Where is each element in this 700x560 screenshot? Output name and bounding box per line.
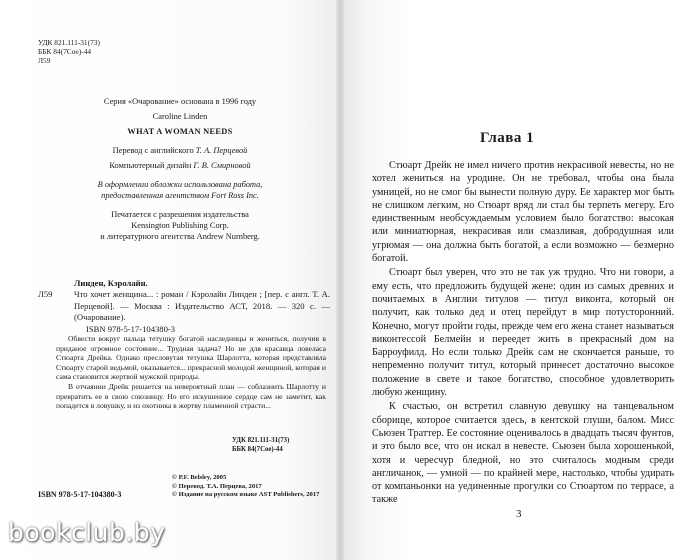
annotation — [56, 334, 326, 411]
udc-line: УДК 821.111-31(73) — [38, 38, 100, 47]
chapter-title: Глава 1 — [480, 130, 535, 146]
copyright-block — [172, 474, 319, 500]
biblio-description: Что хочет женщина... : роман / Кэролайн Линден ; [пер. с англ. Т. А. Перцевой]. — Москва : Издательство АСТ, 2018. — 320 с. — (Очарование). — [74, 289, 330, 323]
body-paragraph-2: Стюарт был уверен, что это не так уж трудно. Что ни говори, а ему есть, что предложить будущей жене: один из самых древних и почитаемых в Англии титулов — титул виконта, который он получит, как только дед и отец перейдут в мир потусторонний. Конечно, могут пройти годы, прежде чем его жена станет называться виконтессой Белмейн и переедет жить в прекрасный дом на Барроуфилд. Но если только Дрейк сам не скончается раньше, то непременно получит титул, который принесет достаточно высокое положение в свете и такое богатство, способное удовлетворить любую женщину. — [372, 267, 674, 399]
udc-block — [38, 38, 100, 65]
copyright-line-1: © P.F. Belsley, 2005 — [172, 474, 227, 481]
udc-line-bottom: УДК 821.111-31(73) — [232, 437, 290, 444]
cover-credit-line-2: предоставленная агентством Fort Ross Inc. — [101, 191, 259, 200]
body-paragraph-3: К счастью, он встретил славную девушку на танцевальном сборище, которое считается здесь, в кентской глуши, балом. Мисс Сьюзен Траттер. Ее состояние оценивалось в двадцать тысяч фунтов, и это было все, что он искал в невесте. Сьюзен была хорошенькой, хотя и чересчур бледной, но это считалось модным среди англичанок, — умной — по крайней мере, настолько, чтобы удирать от компаньонки на уединенные прогулки со Стюартом по террасе, а также — [372, 401, 674, 506]
author-code-line: Л59 — [38, 56, 51, 65]
cover-credit — [40, 179, 320, 201]
permission-block — [40, 209, 320, 242]
udc-block-bottom — [232, 437, 289, 454]
bbk-line: ББК 84(7Сое)-44 — [38, 47, 92, 56]
book-gutter — [336, 0, 344, 560]
chapter-body — [372, 159, 674, 507]
biblio-isbn: ISBN 978-5-17-104380-3 — [86, 323, 176, 334]
permission-line-2: Kensington Publishing Corp. — [131, 221, 229, 230]
biblio-author: Линден, Кэролайн. — [74, 278, 148, 288]
body-paragraph-1: Стюарт Дрейк не имел ничего против некрасивой невесты, но не хотел жениться на уродине. Он не требовал, чтобы она была умницей, но не смог бы вынести полную дуру. Ее характер мог быть не слишком легким, но Стюарт вряд ли стал бы терпеть мегеру. Его единственным необсуждаемым условием было богатство: высокая или миниатюрная, некрасивая или смазливая, добродушная или угрюмая — она должна быть богатой, а если возможно — безмерно богатой. — [372, 160, 674, 265]
series-line: Серия «Очарование» основана в 1996 году — [103, 97, 257, 106]
permission-line-3: и литературного агентства Andrew Nurnberg. — [100, 232, 260, 241]
translation-prefix: Перевод с английского — [112, 146, 194, 155]
title-en: WHAT A WOMAN NEEDS — [127, 127, 233, 136]
isbn-bottom: ISBN 978-5-17-104380-3 — [38, 490, 122, 499]
bbk-line-bottom: ББК 84(7Сое)-44 — [232, 445, 283, 453]
site-watermark: bookclub.by — [8, 518, 166, 547]
copyright-line-3: © Издание на русском языке AST Publishers, 2017 — [172, 491, 320, 499]
imprint-block — [40, 96, 320, 246]
page-number: 3 — [516, 508, 522, 520]
design-prefix: Компьютерный дизайн — [109, 161, 192, 170]
cover-credit-line-1: В оформлении обложки использована работа, — [97, 180, 263, 189]
annotation-paragraph-2: В отчаянии Дрейк решается на невероятный план — соблазнить Шарлотту и превратить ее в свою союзницу. Но его искушенное сердце сам не заметит, как попадется в ловушку, и из охотника в жертву пламенной страсти... — [56, 381, 326, 411]
biblio-row — [38, 289, 330, 323]
biblio-code: Л59 — [38, 289, 53, 300]
translator-name: Т. А. Перцевой — [195, 146, 248, 155]
translation-line — [40, 145, 320, 156]
copyright-line-2: © Перевод. Т.А. Перцева, 2017 — [172, 482, 262, 490]
designer-name: Г. В. Смирновой — [193, 161, 251, 170]
author-en: Caroline Linden — [152, 112, 208, 121]
annotation-paragraph-1: Обвести вокруг пальца тетушку богатой наследницы и жениться, получив в приданое огромное состояние... Трудная задача? Но не для красавца ловеласа Стюарта Дрейка. Однако пресловутая тетушка Шарлотта, которая представляла Стюарту старой ведьмой, оказывается... прекрасной молодой женщиной, которая и сама становится жертвой мужской природы. — [56, 334, 326, 382]
permission-line-1: Печатается с разрешения издательства — [111, 210, 249, 219]
bibliographic-record — [38, 278, 330, 335]
design-line — [40, 160, 320, 171]
left-page — [0, 0, 340, 560]
